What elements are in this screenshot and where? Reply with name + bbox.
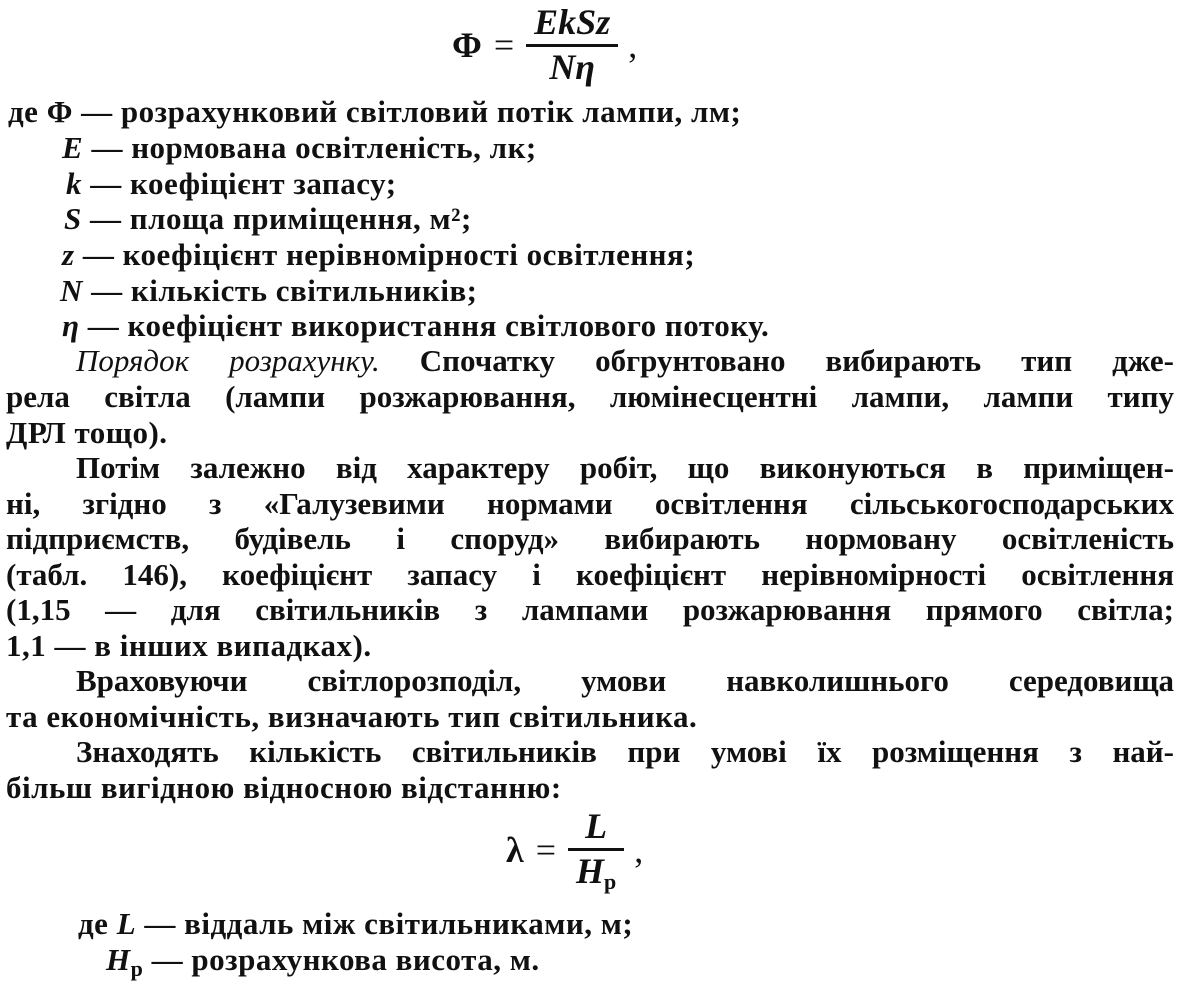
legend-prefix: де (78, 906, 109, 941)
paragraph-italic-lead: Порядок розрахунку. (76, 343, 380, 378)
formula-comma: , (628, 25, 638, 66)
legend-row (8, 96, 741, 127)
formula-lhs: λ (506, 830, 524, 871)
legend-symbol: Φ (46, 94, 73, 129)
legend-symbol: L (116, 906, 137, 941)
legend-row (66, 168, 397, 199)
legend-symbol-subscript: p (130, 956, 144, 981)
legend-text: коефіцієнт запасу; (130, 166, 397, 201)
legend-symbol: z (62, 237, 75, 272)
formula-equals: = (535, 830, 556, 871)
legend-dash: — (91, 273, 123, 308)
legend-dash: — (82, 237, 115, 272)
paragraph-line: ДРЛ тощо). (6, 415, 168, 450)
legend-row (64, 203, 472, 234)
legend-text: кількість світильників; (130, 273, 478, 308)
paragraph-line: рела світла (лампи розжарювання, люмінесцентні лампи, лампи типу (6, 379, 1174, 414)
paragraph-line: Потім залежно від характеру робіт, що виконуються в приміщен- (76, 450, 1174, 485)
legend-text: коефіцієнт нерівномірності освітлення; (122, 237, 696, 272)
legend-symbol (106, 942, 144, 981)
legend-row (60, 275, 478, 306)
formula-relative-distance (506, 808, 643, 893)
formula-numerator: EkSz (534, 2, 611, 42)
denominator-subscript: p (604, 868, 617, 894)
paragraph-line: Враховуючи світлорозподіл, умови навколишнього середовища (76, 663, 1174, 698)
legend-dash: — (91, 130, 123, 165)
formula-comma: , (634, 830, 644, 871)
legend-dash: — (81, 94, 113, 129)
legend-symbol: k (66, 166, 82, 201)
legend-text: нормована освітленість, лк; (131, 130, 537, 165)
paragraph-line (76, 345, 1174, 376)
legend-symbol: N (60, 273, 83, 308)
paragraph-text: Спочатку обгрунтовано вибирають тип дже- (419, 343, 1174, 378)
paragraph-line: (1,15 — для світильників з лампами розжарювання прямого світла; (6, 592, 1174, 627)
formula-equals: = (493, 25, 515, 66)
paragraph-line: ні, згідно з «Галузевими нормами освітлення сільськогосподарських (6, 486, 1174, 521)
legend-symbol: E (62, 130, 84, 165)
legend-dash: — (151, 942, 184, 977)
legend-prefix: де (8, 94, 39, 129)
legend-dash: — (90, 201, 122, 236)
legend-row (62, 132, 537, 163)
paragraph-line: (табл. 146), коефіцієнт запасу і коефіцієнт нерівномірності освітлення (6, 557, 1174, 592)
legend-text: віддаль між світильниками, м; (184, 906, 634, 941)
paragraph-line: більш вигідною відносною відстанню: (6, 770, 562, 805)
formula-luminous-flux (452, 4, 637, 87)
formula-fraction (568, 808, 624, 893)
paragraph-line: 1,1 — в інших випадках). (6, 628, 372, 663)
legend-symbol: S (64, 201, 82, 236)
formula-lhs: Φ (452, 25, 482, 66)
legend-row (62, 310, 769, 341)
legend-text: розрахунковий світловий потік лампи, лм; (120, 94, 742, 129)
legend-dash: — (90, 166, 122, 201)
legend-text: площа приміщення, м²; (129, 201, 472, 236)
denominator-symbol: H (576, 850, 605, 891)
formula-denominator (568, 850, 624, 894)
paragraph-line: Знаходять кількість світильників при умові їх розміщення з най- (76, 734, 1174, 769)
legend-text: розрахункова висота, м. (191, 942, 540, 977)
legend-dash: — (87, 308, 120, 343)
formula-fraction (526, 4, 618, 87)
legend-row (78, 908, 633, 939)
formula-numerator: L (585, 806, 608, 846)
formula-denominator: Nη (549, 46, 596, 87)
legend-row (62, 239, 695, 270)
legend-symbol: η (62, 308, 80, 343)
paragraph-line: підприємств, будівель і споруд» вибирають нормовану освітленість (6, 521, 1174, 556)
legend-row (106, 944, 540, 980)
legend-dash: — (144, 906, 176, 941)
paragraph-line: та економічність, визначають тип світильника. (6, 699, 698, 734)
legend-symbol-main: H (106, 942, 131, 977)
legend-text: коефіцієнт використання світлового потоку. (127, 308, 770, 343)
